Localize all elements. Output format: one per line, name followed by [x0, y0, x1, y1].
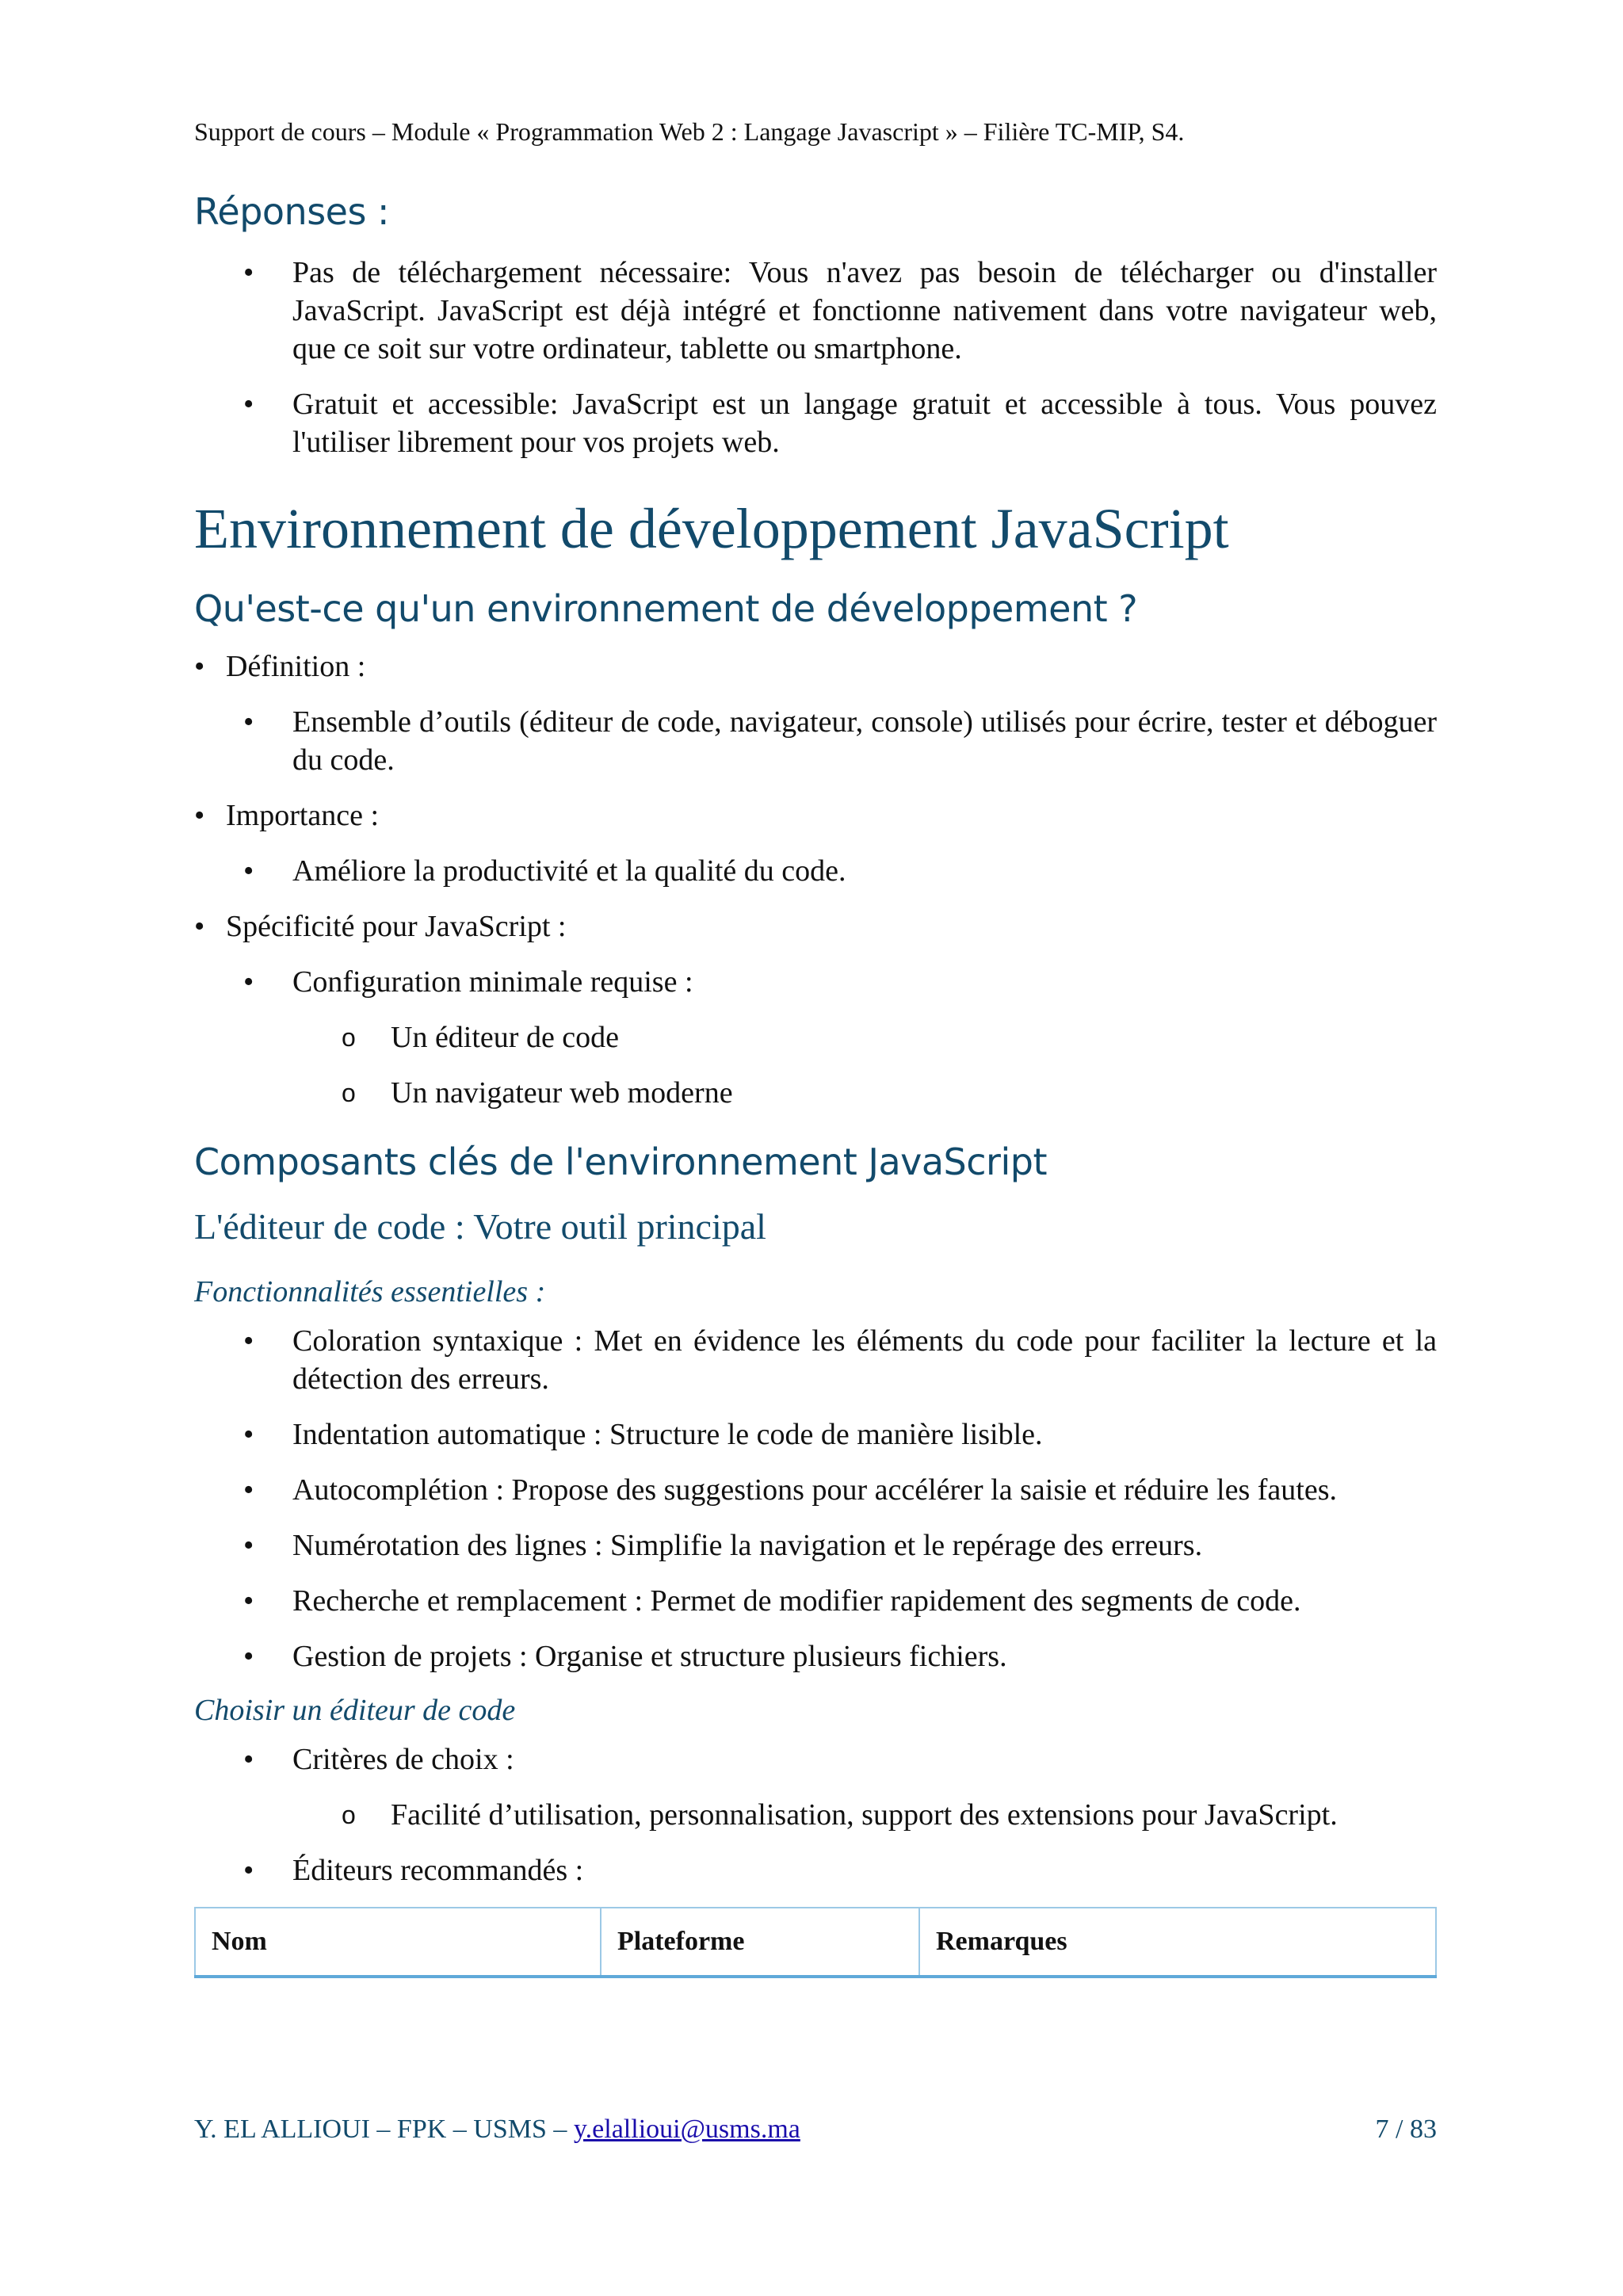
circle-bullet-icon: o: [342, 1079, 356, 1107]
circle-bullet-icon: o: [342, 1801, 356, 1829]
bullet-icon: •: [243, 965, 254, 999]
bullet-icon: •: [243, 1473, 254, 1507]
bullet-icon: •: [243, 1743, 254, 1776]
list-item: • Importance :: [194, 797, 1437, 835]
bullet-icon: •: [194, 910, 205, 943]
circle-bullet-icon: o: [342, 1023, 356, 1052]
list-item: • Autocomplétion : Propose des suggestions pour accélérer la saisie et réduire les fautes.: [194, 1471, 1437, 1509]
list-item: • Critères de choix :: [194, 1740, 1437, 1778]
editeurs-table: [194, 1907, 1437, 1978]
bullet-icon: •: [243, 1324, 254, 1358]
list-item: • Éditeurs recommandés :: [194, 1851, 1437, 1889]
table-header-remarques: Remarques: [919, 1908, 1436, 1977]
table-header-nom: Nom: [195, 1908, 601, 1977]
list-item: o Un éditeur de code: [194, 1018, 1437, 1056]
list-item: • Améliore la productivité et la qualité du code.: [194, 852, 1437, 890]
bullet-icon: •: [243, 1854, 254, 1887]
list-item: • Gratuit et accessible: JavaScript est un langage gratuit et accessible à tous. Vous pouvez l'utiliser librement pour vos projets web.: [194, 385, 1437, 461]
page-header: Support de cours – Module « Programmation Web 2 : Langage Javascript » – Filière TC-MIP, S4.: [194, 117, 1185, 146]
list-item: • Numérotation des lignes : Simplifie la navigation et le repérage des erreurs.: [194, 1526, 1437, 1564]
bullet-icon: •: [243, 1529, 254, 1562]
bullet-icon: •: [243, 1584, 254, 1618]
list-item: • Coloration syntaxique : Met en évidence les éléments du code pour faciliter la lecture et la détection des erreurs.: [194, 1322, 1437, 1398]
list-item: • Spécificité pour JavaScript :: [194, 907, 1437, 946]
environnement-list: [194, 648, 1437, 1112]
list-item: • Pas de téléchargement nécessaire: Vous n'avez pas besoin de télécharger ou d'installer JavaScript. JavaScript est déjà intégré et fonctionne nativement dans votre navigateur web, que ce soit sur votre ordinateur, tablette ou smartphone.: [194, 254, 1437, 368]
page-number: 7 / 83: [1375, 2115, 1437, 2144]
footer-email-link[interactable]: y.elallioui@usms.ma: [573, 2115, 800, 2144]
footer-author: Y. EL ALLIOUI – FPK – USMS –: [194, 2115, 574, 2144]
list-item: • Définition :: [194, 648, 1437, 686]
bullet-icon: •: [194, 799, 205, 832]
reponses-heading: Réponses :: [194, 190, 390, 233]
list-item: • Recherche et remplacement : Permet de modifier rapidement des segments de code.: [194, 1582, 1437, 1620]
editeur-heading: L'éditeur de code : Votre outil principal: [194, 1206, 766, 1247]
list-item: o Facilité d’utilisation, personnalisation, support des extensions pour JavaScript.: [194, 1796, 1437, 1834]
fonctionnalites-heading: Fonctionnalités essentielles :: [194, 1275, 546, 1308]
page-content: [194, 190, 1437, 1978]
list-item: • Configuration minimale requise :: [194, 963, 1437, 1001]
bullet-icon: •: [243, 854, 254, 888]
bullet-icon: •: [194, 650, 205, 683]
choisir-heading: Choisir un éditeur de code: [194, 1694, 516, 1727]
reponses-list: [194, 254, 1437, 461]
section-title: Environnement de développement JavaScript: [194, 497, 1229, 560]
bullet-icon: •: [243, 256, 254, 289]
table-header-plateforme: Plateforme: [601, 1908, 919, 1977]
list-item: • Gestion de projets : Organise et structure plusieurs fichiers.: [194, 1637, 1437, 1675]
qu-est-ce-heading: Qu'est-ce qu'un environnement de développement ?: [194, 587, 1138, 630]
list-item: • Indentation automatique : Structure le code de manière lisible.: [194, 1415, 1437, 1454]
choisir-list: [194, 1740, 1437, 1889]
fonctionnalites-list: [194, 1322, 1437, 1675]
bullet-icon: •: [243, 1640, 254, 1673]
composants-heading: Composants clés de l'environnement JavaScript: [194, 1140, 1047, 1183]
page-footer: [194, 2115, 1437, 2145]
bullet-icon: •: [243, 388, 254, 421]
bullet-icon: •: [243, 705, 254, 739]
list-item: • Ensemble d’outils (éditeur de code, navigateur, console) utilisés pour écrire, tester et déboguer du code.: [194, 703, 1437, 779]
bullet-icon: •: [243, 1418, 254, 1451]
table-header-row: [195, 1908, 1436, 1977]
list-item: o Un navigateur web moderne: [194, 1074, 1437, 1112]
